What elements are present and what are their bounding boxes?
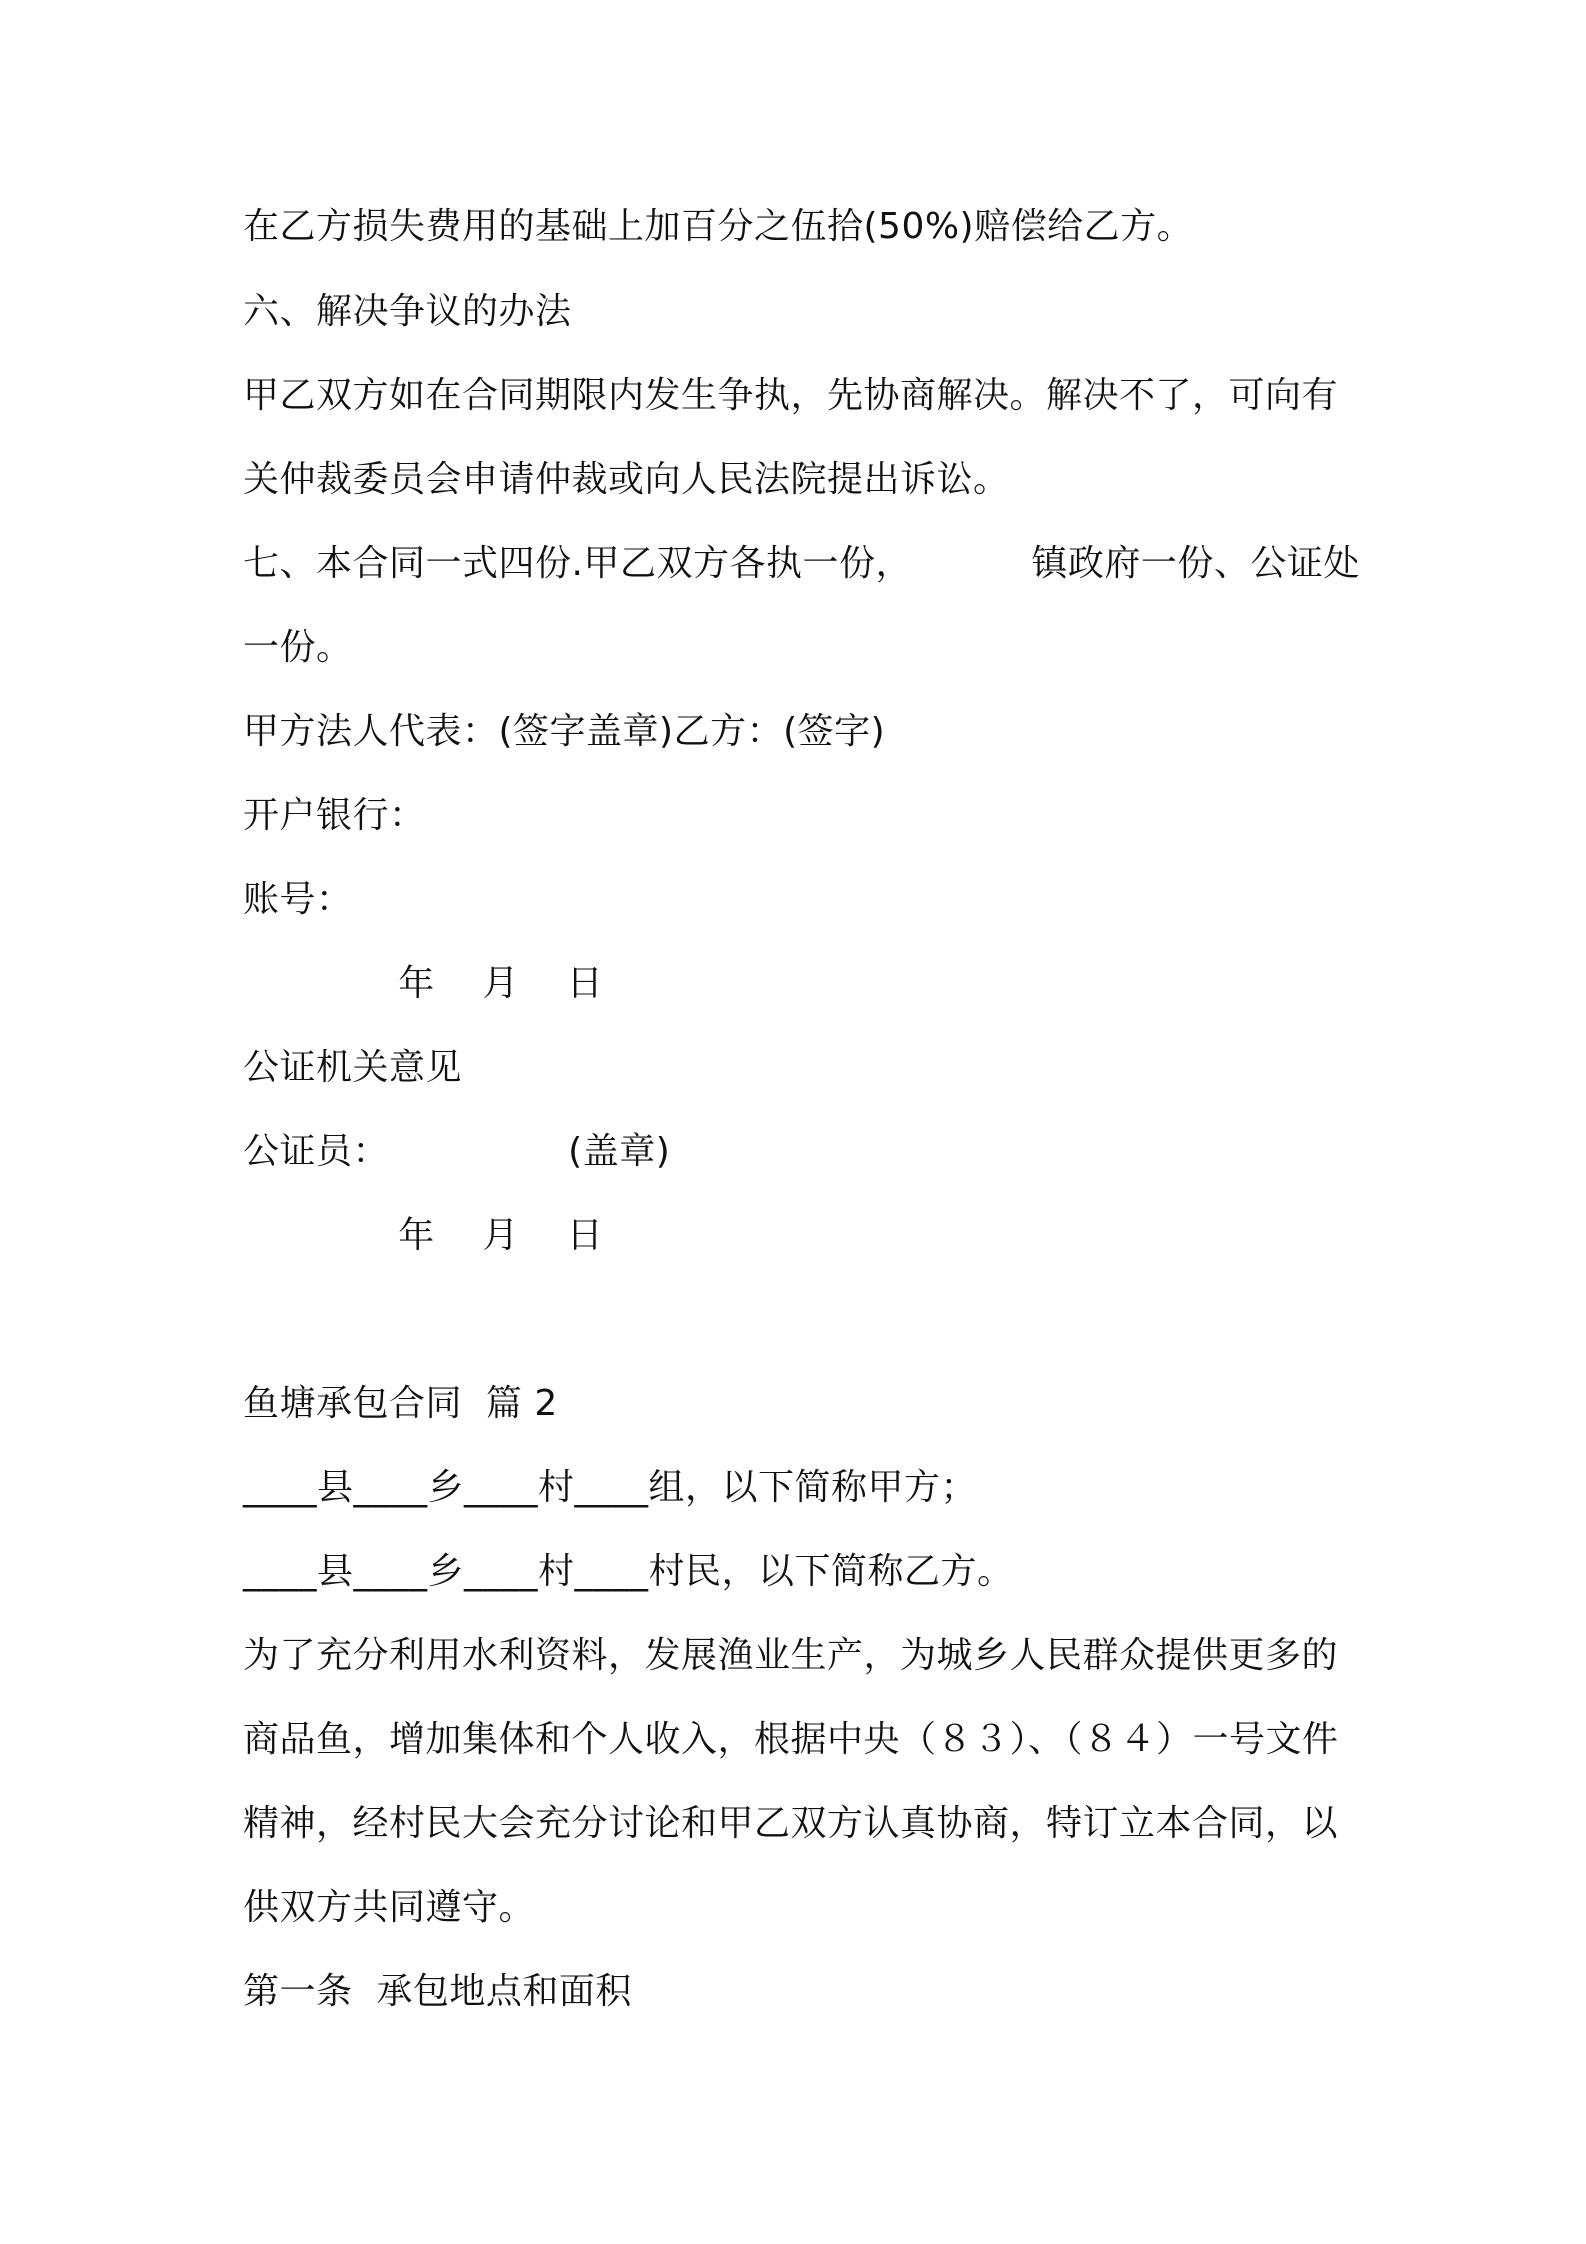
paragraph-compensation: 在乙方损失费用的基础上加百分之伍拾(50%)赔偿给乙方。 <box>243 206 1194 247</box>
paragraph-dispute-line-1: 甲乙双方如在合同期限内发生争执，先协商解决。解决不了，可向有 <box>243 375 1339 416</box>
preamble-line-3: 精神，经村民大会充分讨论和甲乙双方认真协商，特订立本合同，以 <box>243 1803 1339 1844</box>
party-b-line: ____县____乡____村____村民，以下简称乙方。 <box>243 1551 1014 1592</box>
clause-copies-line-1: 七、本合同一式四份.甲乙双方各执一份， 镇政府一份、公证处 <box>243 543 1360 584</box>
date-line-2: 年 月 日 <box>243 1215 604 1256</box>
clause-copies-line-2: 一份。 <box>243 627 353 668</box>
heading-dispute-resolution: 六、解决争议的办法 <box>243 291 572 332</box>
date-line-1: 年 月 日 <box>243 963 604 1004</box>
preamble-line-2: 商品鱼，增加集体和个人收入，根据中央（８３）、（８４）一号文件 <box>243 1719 1339 1760</box>
bank-field: 开户银行： <box>243 795 426 836</box>
notary-opinion-heading: 公证机关意见 <box>243 1047 463 1088</box>
preamble-line-4: 供双方共同遵守。 <box>243 1887 536 1928</box>
signature-party-a-b: 甲方法人代表：(签字盖章)乙方：(签字) <box>243 711 886 752</box>
article-1-heading: 第一条 承包地点和面积 <box>243 1971 632 2012</box>
account-field: 账号： <box>243 879 353 920</box>
party-a-line: ____县____乡____村____组，以下简称甲方； <box>243 1467 978 1508</box>
contract-title-part-2: 鱼塘承包合同 篇 2 <box>243 1383 558 1424</box>
notary-officer-field: 公证员： (盖章) <box>243 1131 671 1172</box>
preamble-line-1: 为了充分利用水利资料，发展渔业生产，为城乡人民群众提供更多的 <box>243 1635 1339 1676</box>
paragraph-dispute-line-2: 关仲裁委员会申请仲裁或向人民法院提出诉讼。 <box>243 459 1010 500</box>
